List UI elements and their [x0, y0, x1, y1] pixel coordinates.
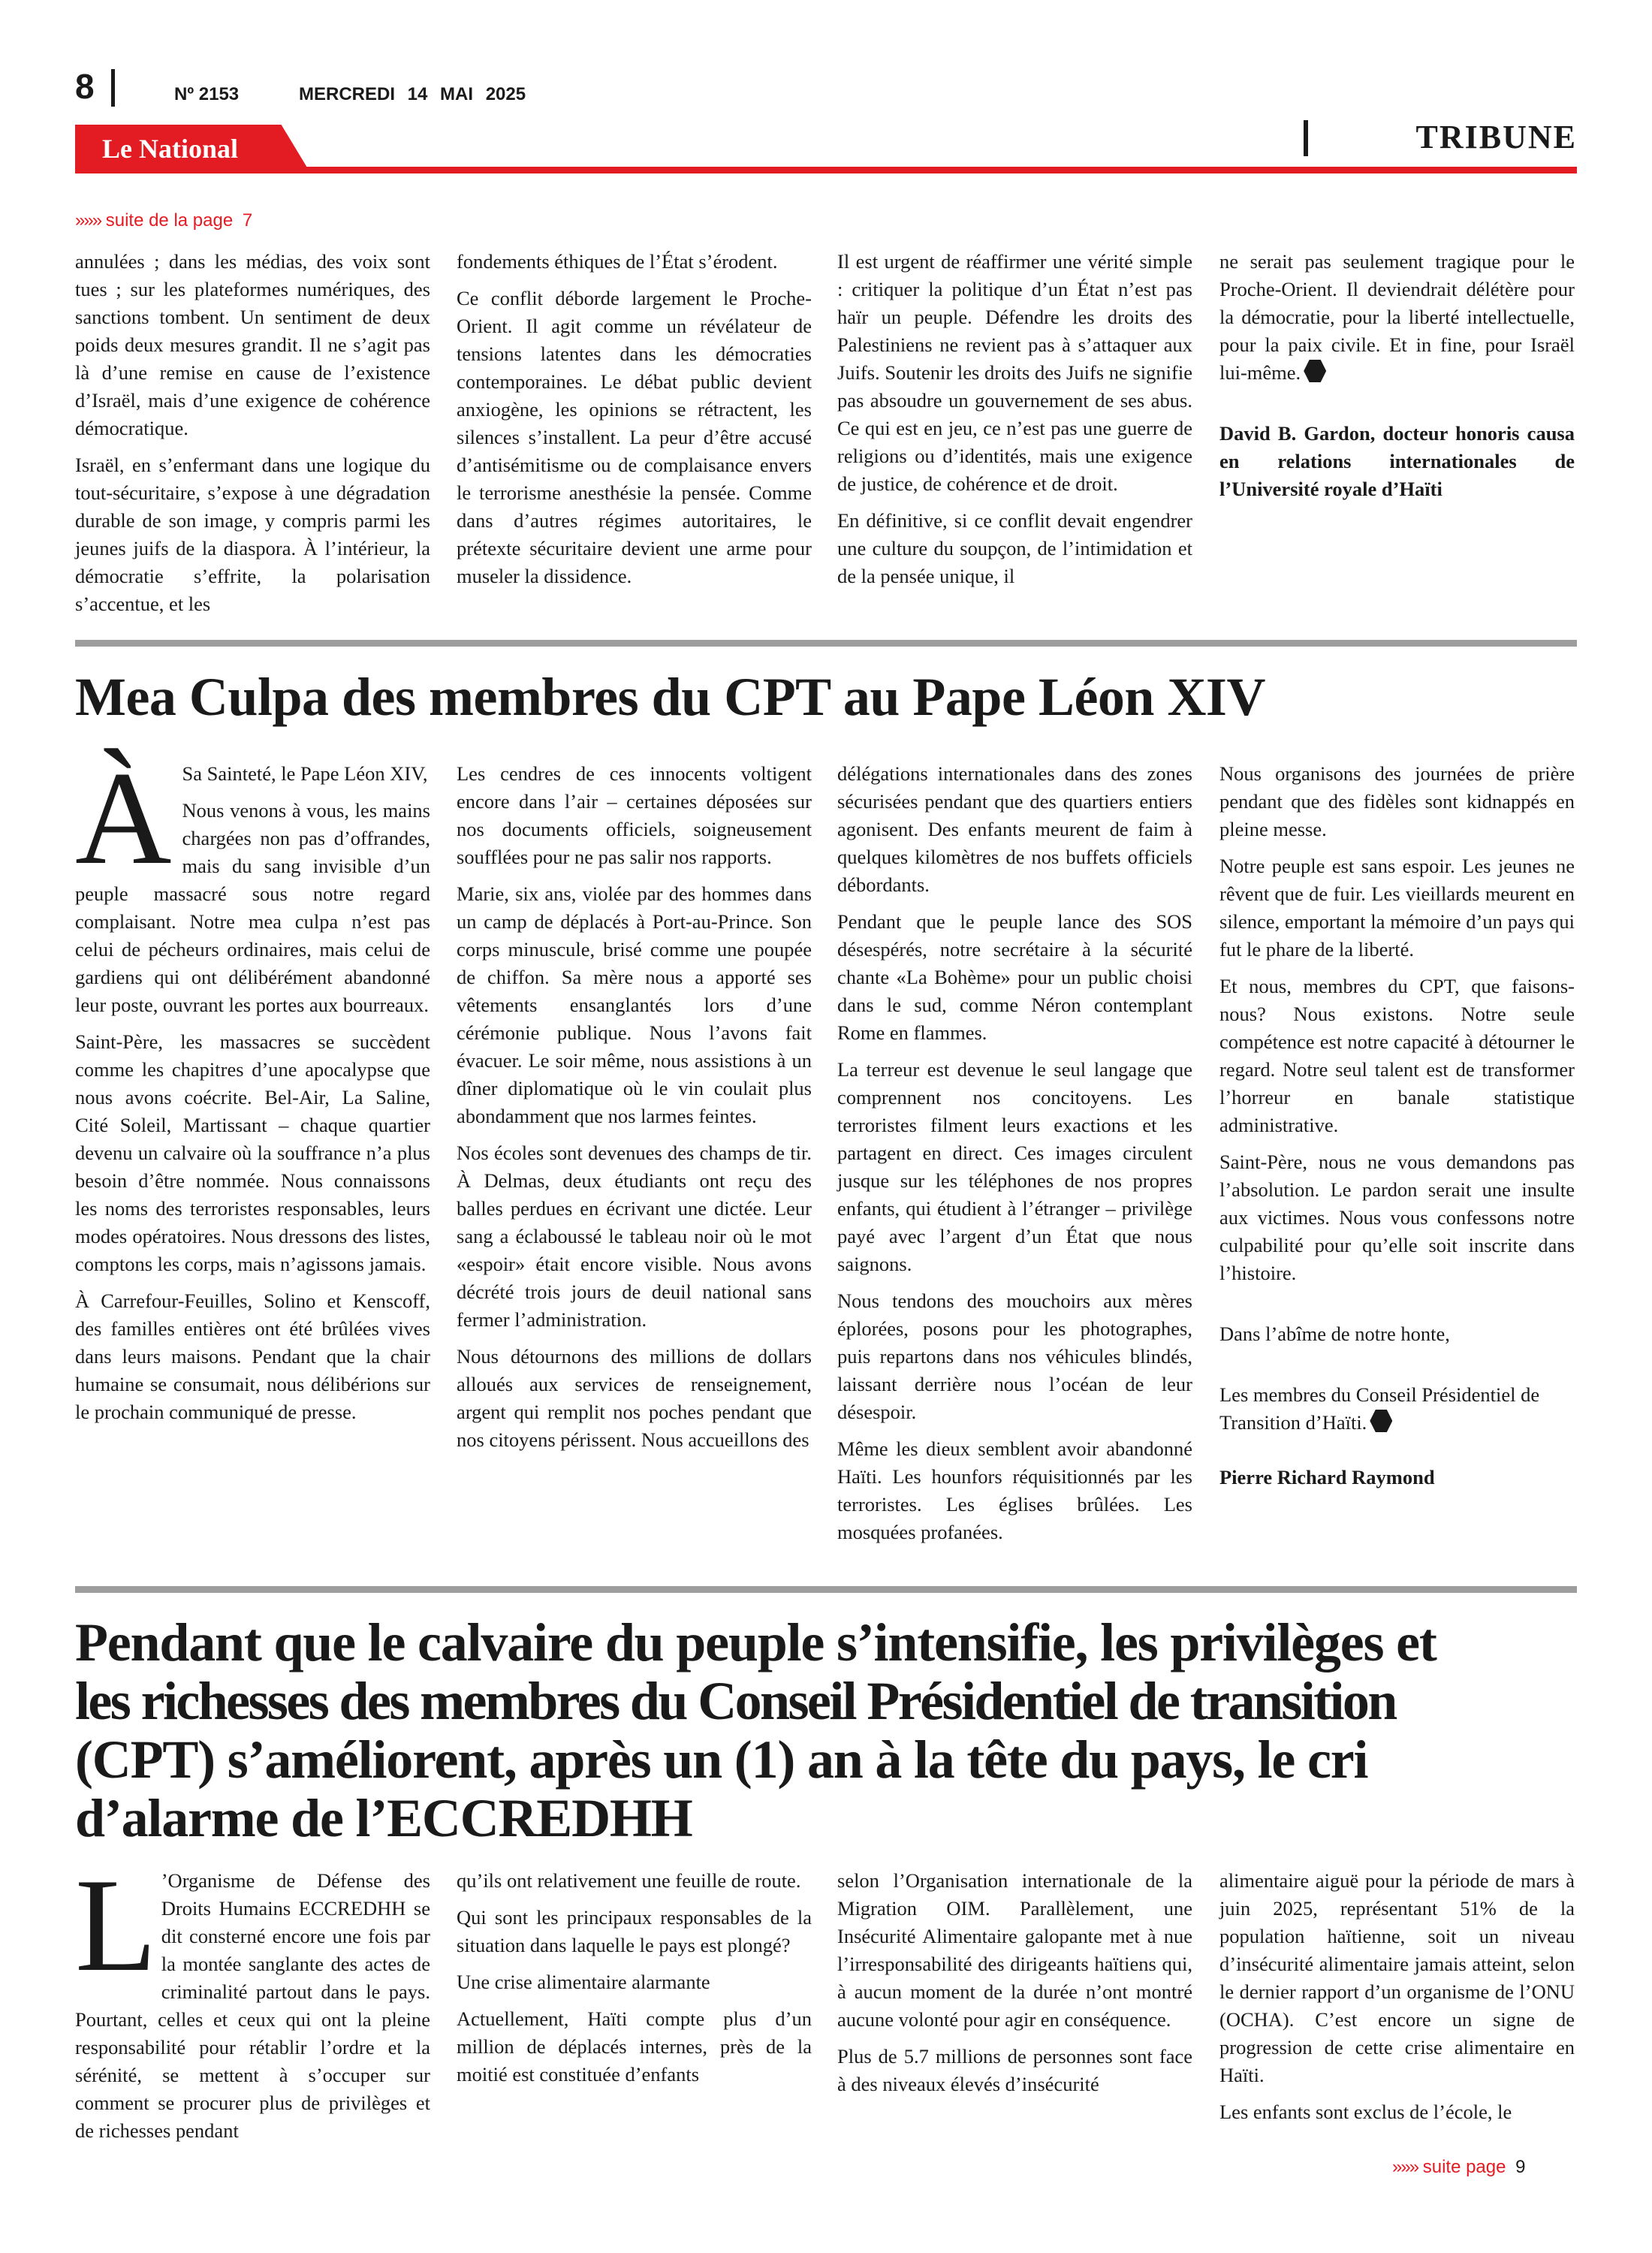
paragraph: Nous venons à vous, les mains chargées non pas d’offrandes, mais du sang invisible d’un peuple massacré sous notre regard complaisant. Notre mea culpa n’est pas celui de pécheurs ordinaires, mais celui de gardiens qui ont délibérément abandonné leur poste, ouvrant les portes aux bourreaux. [75, 799, 430, 1016]
title-line: d’alarme de l’ECCREDHH [75, 1788, 692, 1848]
paragraph: selon l’Organisation internationale de la Migration OIM. Parallèlement, une Insécurité Alimentaire galopante met à nue l’irresponsabilité des dirigeants haïtiens qui, à aucun moment de la durée n’ont montré aucune volonté pour agir en conséquence. [837, 1869, 1192, 2031]
signed-by [1219, 1381, 1575, 1437]
title-line: Pendant que le calvaire du peuple s’intensifie, les privilèges et [75, 1612, 1436, 1672]
continued-text: suite page [1422, 2157, 1506, 2177]
drop-cap: À [75, 743, 172, 892]
page-number-divider [111, 69, 115, 107]
paragraph: Nous tendons des mouchoirs aux mères éplorées, posons pour les photographes, puis repartons dans nos véhicules blindés, laissant derrière nous l’océan de leur désespoir. [837, 1289, 1192, 1423]
title-line: (CPT) s’améliorent, après un (1) an à la tête du pays, le cri [75, 1730, 1368, 1790]
article2-title: Mea Culpa des membres du CPT au Pape Léon XIV [75, 667, 1265, 727]
publication-date: MERCREDI 14 MAI 2025 [299, 84, 526, 104]
paragraph: Plus de 5.7 millions de personnes sont face à des niveaux élevés d’insécurité [837, 2045, 1192, 2095]
paragraph: délégations internationales dans des zones sécurisées pendant que des quartiers entiers agonisent. Des enfants meurent de faim à quelques kilomètres de nos buffets officiels débordants. [837, 762, 1192, 896]
paragraph: Ce conflit déborde largement le Proche-Orient. Il agit comme un révélateur de tensions latentes dans les démocraties contemporaines. Le débat public devient anxiogène, les opinions se rétractent, les silences s’installent. La peur d’être accusé d’antisémitisme ou de complaisance envers le terrorisme anesthésie la pensée. Comme dans d’autres régimes autoritaires, le prétexte sécuritaire devient une arme pour museler la dissidence. [457, 287, 812, 587]
closing-line: Dans l’abîme de notre honte, [1219, 1323, 1450, 1345]
paragraph: Nous détournons des millions de dollars alloués aux services de renseignement, argent qui remplit nos poches pendant que nos citoyens périssent. Nous accueillons des [457, 1345, 812, 1451]
page-number: 8 [75, 67, 95, 106]
paragraph: Nos écoles sont devenues des champs de tir. À Delmas, deux étudiants ont reçu des balles perdues en écrivant une dictée. Leur sang a éclaboussé le tableau noir où le mot «espoir» était encore visible. Nous avons décrété trois jours de deuil national sans fermer l’administration. [457, 1142, 812, 1331]
article1-column-3 [837, 248, 1192, 599]
author-signature: David B. Gardon, docteur honoris causa en relations internationales de l’Université royale d’Haïti [1219, 422, 1575, 500]
signed-text: Les membres du Conseil Présidentiel de Transition d’Haïti. [1219, 1383, 1540, 1434]
paragraph: Israël, en s’enfermant dans une logique du tout-sécuritaire, s’expose à une dégradation durable de son image, y compris parmi les jeunes juifs de la diaspora. À l’intérieur, la démocratie s’effrite, la polarisation s’accentue, et les [75, 454, 430, 615]
brand-name: Le National [102, 134, 239, 164]
section-divider [1304, 120, 1308, 156]
article2-column-4 [1219, 760, 1575, 1500]
paragraph: fondements éthiques de l’État s’érodent. [457, 250, 778, 273]
paragraph: qu’ils ont relativement une feuille de route. [457, 1869, 801, 1892]
paragraph [1219, 248, 1575, 387]
article2-column-2 [457, 760, 812, 1463]
paragraph: Actuellement, Haïti compte plus d’un million de déplacés internes, près de la moitié est constituée d’enfants [457, 2007, 812, 2086]
continued-arrows: »»» [75, 210, 101, 231]
paragraph: Qui sont les principaux responsables de la situation dans laquelle le pays est plongé? [457, 1906, 812, 1956]
paragraph: Sa Sainteté, le Pape Léon XIV, [182, 762, 428, 785]
continued-to [1392, 2157, 1526, 2178]
paragraph: Pendant que le peuple lance des SOS désespérés, notre secrétaire à la sécurité chante «La Bohème» pour un public choisi dans le sud, comme Néron contemplant Rome en flammes. [837, 910, 1192, 1044]
paragraph: Les cendres de ces innocents voltigent encore dans l’air – certaines déposées sur nos documents officiels, soigneusement soufflées pour ne pas salir nos rapports. [457, 762, 812, 868]
paragraph: Saint-Père, nous ne vous demandons pas l’absolution. Le pardon serait une insulte aux victimes. Nous vous confessons notre culpabilité pour qu’elle soit inscrite dans l’histoire. [1219, 1151, 1575, 1284]
paragraph: Les enfants sont exclus de l’école, le [1219, 2101, 1512, 2123]
issue-number: Nº 2153 [174, 84, 240, 104]
article2-column-1 [75, 743, 430, 1435]
section-label: TRIBUNE [1415, 119, 1577, 155]
paragraph: Notre peuple est sans espoir. Les jeunes ne rêvent que de fuir. Les vieillards meurent en silence, emportant la mémoire d’un pays qui fut le phare de la liberté. [1219, 855, 1575, 961]
continued-page: 9 [1515, 2157, 1526, 2177]
article3-column-4 [1219, 1867, 1575, 2135]
paragraph: En définitive, si ce conflit devait engendrer une culture du soupçon, de l’intimidation et de la pensée unique, il [837, 509, 1192, 587]
article3-column-2 [457, 1867, 812, 2098]
paragraph: Et nous, membres du CPT, que faisons-nous? Nous existons. Notre seule compétence est notre capacité à détourner le regard. Notre seul talent est de transformer l’horreur en banale statistique administrative. [1219, 975, 1575, 1136]
article3-column-1 [75, 1850, 430, 2154]
article1-column-2 [457, 248, 812, 599]
continued-arrows: »»» [1392, 2157, 1418, 2177]
paragraph: À Carrefour-Feuilles, Solino et Kenscoff, des familles entières ont été brûlées vives dans leurs maisons. Pendant que la chair humaine se consumait, nous délibérions sur le prochain communiqué de presse. [75, 1289, 430, 1423]
article-separator [75, 1586, 1577, 1593]
subheading: Une crise alimentaire alarmante [457, 1971, 710, 1993]
paragraph: Nous organisons des journées de prière pendant que des fidèles sont kidnappés en pleine messe. [1219, 762, 1575, 840]
paragraph: ’Organisme de Défense des Droits Humains ECCREDHH se dit consterné encore une fois par la montée sanglante des actes de criminalité partout dans le pays. Pourtant, celles et ceux qui ont la pleine responsabilité pour rétablir l’ordre et la sérénité, se mettent à s’occuper sur comment se procurer plus de privilèges et de richesses pendant [75, 1869, 430, 2142]
continued-text: suite de la page [105, 210, 234, 231]
article1-column-1 [75, 248, 430, 627]
paragraph: Même les dieux semblent avoir abandonné Haïti. Les hounfors réquisitionnés par les terroristes. Les églises brûlées. Les mosquées profanées. [837, 1437, 1192, 1543]
end-mark-icon [1370, 1410, 1392, 1432]
paragraph: Il est urgent de réaffirmer une vérité simple : critiquer la politique d’un État n’est pas haïr un peuple. Défendre les droits des Palestiniens ne revient pas à s’attaquer aux Juifs. Soutenir les droits des Juifs ne signifie pas absoudre un gouvernement de ses abus. Ce qui est en jeu, ce n’est pas une guerre de religions ou d’identités, mais une exigence de justice, de cohérence et de droit. [837, 250, 1192, 495]
end-mark-icon [1304, 360, 1326, 382]
author-name: Pierre Richard Raymond [1219, 1466, 1435, 1488]
paragraph: Saint-Père, les massacres se succèdent comme les chapitres d’une apocalypse que nous avons coécrite. Bel-Air, La Saline, Cité Soleil, Martissant – chaque quartier devenu un calvaire où la souffrance n’a plus besoin d’être nommée. Nous connaissons les noms des terroristes responsables, leurs modes opératoires. Nous dressons des listes, comptons les corps, mais n’agissons jamais. [75, 1030, 430, 1275]
paragraph: La terreur est devenue le seul langage que comprennent nos concitoyens. Les terroristes filment leurs exactions et les partagent en direct. Ces images circulent jusque sur les téléphones de nos propres enfants, qui étudient à l’étranger – privilège payé avec l’argent d’un État que nous saignons. [837, 1058, 1192, 1275]
article3-column-3 [837, 1867, 1192, 2107]
article3-title [75, 1613, 1584, 1847]
article1-column-4 [1219, 248, 1575, 512]
article-separator [75, 640, 1577, 647]
paragraph: Marie, six ans, violée par des hommes dans un camp de déplacés à Port-au-Prince. Son corps minuscule, brisé comme une poupée de chiffon. Sa mère nous a apporté ses vêtements ensanglantés lors d’une cérémonie publique. Nous l’avons fait évacuer. Le soir même, nous assistions à un dîner diplomatique où le vin coulait plus abondamment que nos larmes feintes. [457, 882, 812, 1127]
title-line: les richesses des membres du Conseil Présidentiel de transition [75, 1671, 1396, 1731]
continued-from [75, 210, 252, 231]
paragraph: alimentaire aiguë pour la période de mars à juin 2025, représentant 51% de la population haïtienne, soit un niveau d’insécurité alimentaire jamais atteint, selon le dernier rapport d’un organisme de l’ONU (OCHA). C’est encore un signe de progression de cette crise alimentaire en Haïti. [1219, 1869, 1575, 2086]
article2-column-3 [837, 760, 1192, 1555]
drop-cap: L [75, 1850, 157, 1999]
paragraph-text: ne serait pas seulement tragique pour le Proche-Orient. Il deviendrait délétère pour la démocratie, pour la liberté intellectuelle, pour la paix civile. Et in fine, pour Israël lui-même. [1219, 250, 1575, 384]
header-red-rule [75, 167, 1577, 173]
continued-page: 7 [242, 210, 253, 231]
paragraph: annulées ; dans les médias, des voix sont tues ; sur les plateformes numériques, des sanctions tombent. Un sentiment de deux poids deux mesures grandit. Il ne s’agit pas là d’une remise en cause de l’existence d’Israël, mais d’une exigence de cohérence démocratique. [75, 250, 430, 439]
